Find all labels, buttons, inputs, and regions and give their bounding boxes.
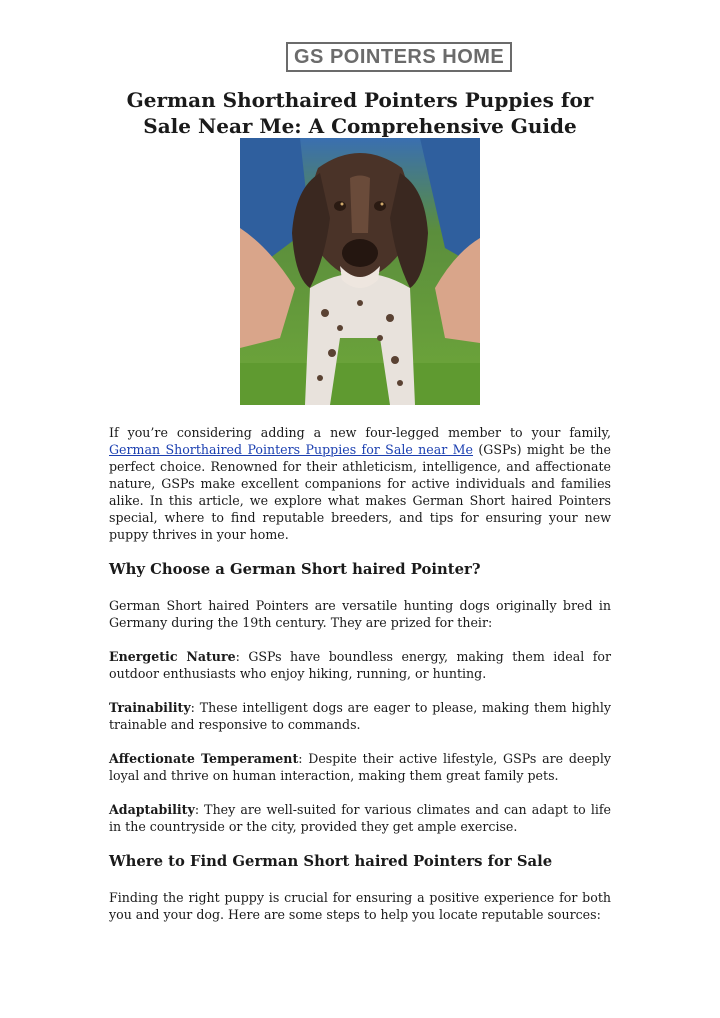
trait-term: Energetic Nature: [109, 649, 236, 664]
section-heading-where-to-find: Where to Find German Short haired Pointers for Sale: [109, 853, 553, 870]
trait-trainability: [109, 699, 611, 733]
trait-affectionate-temperament: [109, 750, 611, 784]
intro-paragraph: [109, 424, 611, 543]
trait-description: : They are well-suited for various climates and can adapt to life in the countryside or the city, provided they get ample exercise.: [109, 802, 611, 834]
trait-term: Trainability: [109, 700, 191, 715]
page-title: German Shorthaired Pointers Puppies for Sale Near Me: A Comprehensive Guide: [126, 88, 594, 138]
gsp-puppies-link[interactable]: German Shorthaired Pointers Puppies for Sale near Me: [109, 442, 474, 457]
section-lead-why-choose: German Short haired Pointers are versatile hunting dogs originally bred in Germany during the 19th century. They are prized for their:: [109, 598, 611, 630]
puppy-photo: [240, 138, 480, 405]
section-heading-why-choose: Why Choose a German Short haired Pointer?: [109, 561, 481, 578]
trait-adaptability: [109, 801, 611, 835]
trait-description: : GSPs have boundless energy, making them ideal for outdoor enthusiasts who enjoy hiking, running, or hunting.: [109, 649, 612, 681]
intro-text-before: If you’re considering adding a new four-legged member to your family,: [109, 425, 611, 440]
trait-description: : These intelligent dogs are eager to please, making them highly trainable and responsive to commands.: [109, 700, 611, 732]
trait-term: Adaptability: [109, 802, 195, 817]
article-body: [109, 424, 611, 940]
section-lead-where-to-find: Finding the right puppy is crucial for ensuring a positive experience for both you and your dog. Here are some steps to help you locate reputable sources:: [109, 890, 611, 922]
intro-text-after: (GSPs) might be the perfect choice. Renowned for their athleticism, intelligence, and affectionate nature, GSPs make excellent companions for active individuals and families alike. In this article, we explore what makes German Short haired Pointers special, where to find reputable breeders, and tips for ensuring your new puppy thrives in your home.: [109, 442, 612, 542]
site-logo[interactable]: [282, 38, 505, 76]
logo-wordmark: GS POINTERS HOME: [286, 42, 512, 72]
trait-term: Affectionate Temperament: [109, 751, 299, 766]
trait-description: : Despite their active lifestyle, GSPs are deeply loyal and thrive on human interaction, making them great family pets.: [109, 751, 611, 783]
trait-energetic-nature: [109, 648, 611, 682]
